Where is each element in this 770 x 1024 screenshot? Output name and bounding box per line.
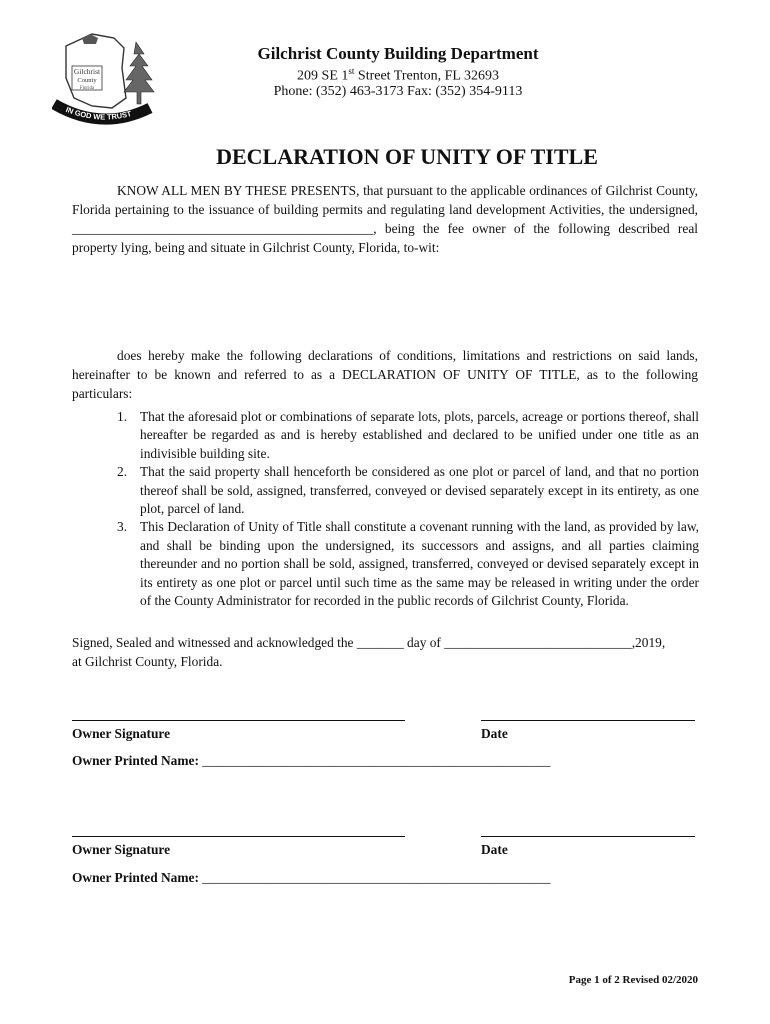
particulars-list xyxy=(117,408,699,610)
list-item: 3. This Declaration of Unity of Title shall constitute a covenant running with the land, as provided by law, and shall be binding upon the undersigned, its successors and assigns, and all parties claiming thereunder and no portion shall be sold, assigned, transferred, conveyed or devised separately except in its entirety as one plot or parcel until such time as the same may be released in writing under the order of the County Administrator for recorded in the public records of Gilchrist County, Florida. xyxy=(117,519,699,609)
page-footer: Page 1 of 2 Revised 02/2020 xyxy=(568,974,698,986)
owner-signature-label: Owner Signature xyxy=(72,726,171,741)
owner-printed-name-label: Owner Printed Name: xyxy=(72,870,199,885)
owner-printed-name-field[interactable]: ____________________________________________________ xyxy=(202,753,551,768)
date-label: Date xyxy=(481,842,508,857)
list-item: 1. That the aforesaid plot or combinations of separate lots, plots, parcels, acreage or portions thereof, shall hereafter be regarded as and is hereby established and declared to be unified under one title as an indivisible building site. xyxy=(117,409,699,461)
department-name: Gilchrist County Building Department xyxy=(257,44,539,63)
owner-printed-name-row xyxy=(72,870,550,886)
owner-printed-name-field[interactable]: ____________________________________________________ xyxy=(202,870,551,885)
owner-printed-name-label: Owner Printed Name: xyxy=(72,753,199,768)
date-label: Date xyxy=(481,726,508,741)
seal-county-line2: County xyxy=(77,77,97,84)
owner-printed-name-row xyxy=(72,753,550,769)
seal-county-line3: Florida xyxy=(79,86,95,91)
date-line[interactable] xyxy=(481,720,695,721)
declaration-conditions-paragraph: does hereby make the following declarations of conditions, limitations and restrictions on said lands, hereinafter to be known and referred to as a DECLARATION OF UNITY OF TITLE, as to the following particulars: xyxy=(72,348,698,401)
seal-motto: IN GOD WE TRUST xyxy=(64,104,133,122)
owner-signature-label: Owner Signature xyxy=(72,842,171,857)
seal-county-line1: Gilchrist xyxy=(73,67,101,76)
owner-signature-line[interactable] xyxy=(72,836,405,837)
owner-signature-line[interactable] xyxy=(72,720,405,721)
document-title: DECLARATION OF UNITY OF TITLE xyxy=(216,144,598,169)
department-phone: Phone: (352) 463-3173 Fax: (352) 354-9113 xyxy=(273,84,523,99)
department-address: 209 SE 1st Street Trenton, FL 32693 xyxy=(297,66,499,84)
list-item: 2. That the said property shall henceforth be considered as one plot or parcel of land, and that no portion thereof shall be sold, assigned, transferred, conveyed or devised separately except in its entirety, as one plot, parcel of land. xyxy=(117,464,699,517)
date-line[interactable] xyxy=(481,836,695,837)
declaration-intro-paragraph: KNOW ALL MEN BY THESE PRESENTS, that pursuant to the applicable ordinances of Gilchrist County, Florida pertaining to the issuance of building permits and regulating land development Activities, the undersigned, _____________________________________________, being the fee owner of the following described real property lying, being and situate in Gilchrist County, Florida, to-wit: xyxy=(72,183,698,255)
signed-statement: Signed, Sealed and witnessed and acknowledged the _______ day of ____________________________,2019, at Gilchrist County, Florida. xyxy=(72,635,666,669)
